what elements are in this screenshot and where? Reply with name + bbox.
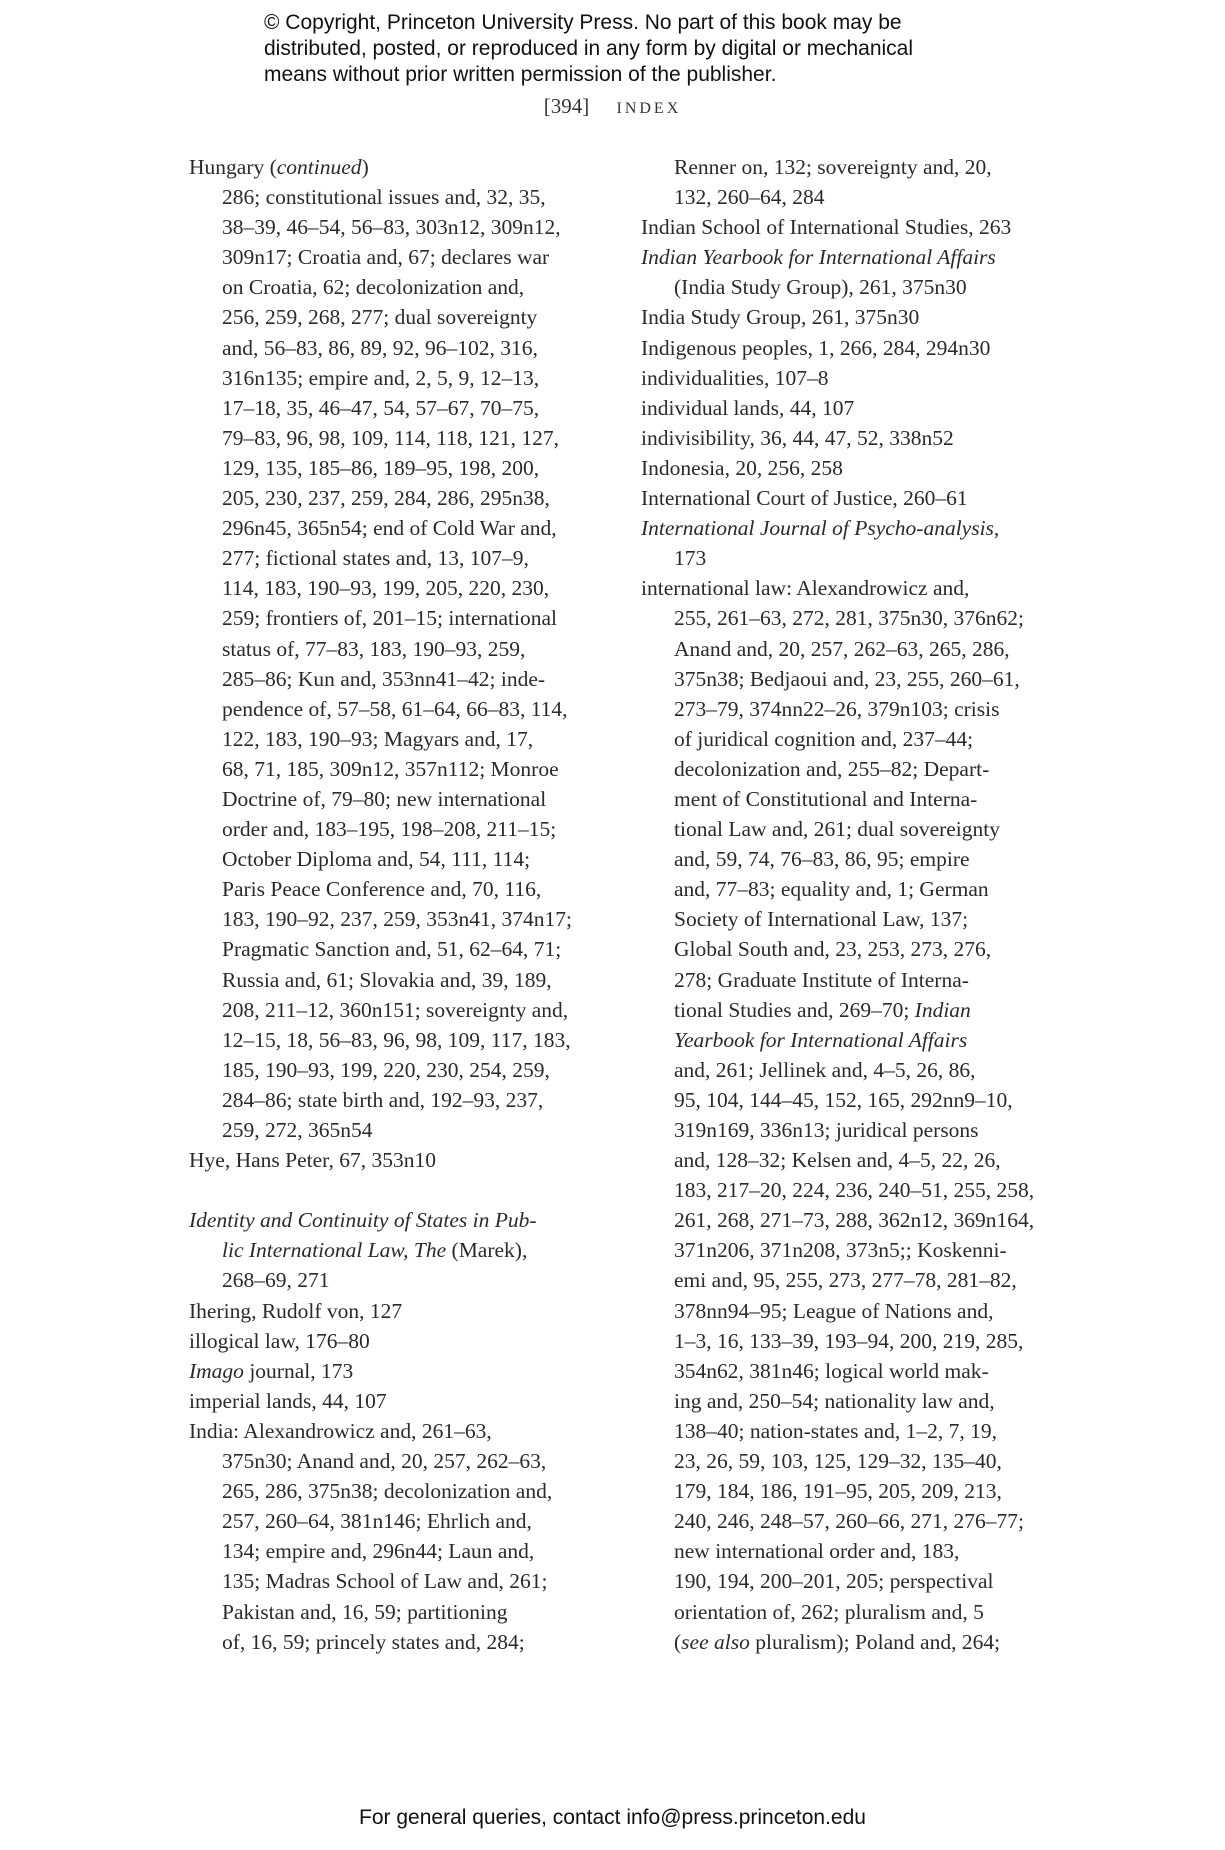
index-entry-continuation: Global South and, 23, 253, 273, 276, (674, 937, 992, 962)
index-entry-continuation: 284–86; state birth and, 192–93, 237, (222, 1087, 544, 1112)
index-entry-continuation: 268–69, 271 (222, 1268, 330, 1293)
index-entry-continuation: ment of Constitutional and Interna- (674, 786, 978, 811)
index-entry-continuation: decolonization and, 255–82; Depart- (674, 756, 990, 781)
index-entry: Hye, Hans Peter, 67, 353n10 (189, 1148, 436, 1173)
copyright-notice (264, 10, 1044, 88)
index-entry-continuation: 183, 217–20, 224, 236, 240–51, 255, 258, (674, 1178, 1035, 1203)
index-entry-continuation: 256, 259, 268, 277; dual sovereignty (222, 305, 538, 330)
index-entry-continuation: tional Law and, 261; dual sovereignty (674, 817, 1001, 842)
index-entry-continuation: 265, 286, 375n38; decolonization and, (222, 1479, 553, 1504)
entry-text: journal, 173 (243, 1358, 354, 1383)
index-entry-continuation: of juridical cognition and, 237–44; (674, 726, 974, 751)
italic-text: Indian Yearbook for International Affairs (641, 245, 996, 270)
index-entry-continuation: 273–79, 374nn22–26, 379n103; crisis (674, 696, 1000, 721)
italic-text: continued (276, 155, 362, 179)
index-entry-continuation: Renner on, 132; sovereignty and, 20, (674, 155, 992, 179)
index-entry (641, 242, 1071, 272)
index-entry-continuation: 79–83, 96, 98, 109, 114, 118, 121, 127, (222, 425, 560, 450)
index-entry-continuation: October Diploma and, 54, 111, 114; (222, 847, 531, 872)
index-entry-continuation: 129, 135, 185–86, 189–95, 198, 200, (222, 455, 540, 480)
index-entry-continuation: of, 16, 59; princely states and, 284; (222, 1629, 525, 1654)
index-entry-continuation: status of, 77–83, 183, 190–93, 259, (222, 636, 526, 661)
index-entry-continuation: 286; constitutional issues and, 32, 35, (222, 185, 546, 210)
entry-spacer (189, 1175, 609, 1205)
index-entry: India Study Group, 261, 375n30 (641, 305, 920, 330)
index-entry-continuation: 378nn94–95; League of Nations and, (674, 1298, 994, 1323)
index-entry-continuation (641, 1627, 1071, 1657)
index-entry-continuation: Doctrine of, 79–80; new international (222, 786, 547, 811)
entry-text: , (993, 516, 1000, 541)
italic-text: Imago (189, 1358, 244, 1383)
index-entry (189, 1356, 609, 1386)
index-entry-continuation: 185, 190–93, 199, 220, 230, 254, 259, (222, 1057, 550, 1082)
index-entry-continuation: 257, 260–64, 381n146; Ehrlich and, (222, 1509, 532, 1534)
running-head (0, 94, 1225, 119)
section-title: INDEX (616, 100, 682, 117)
index-entry-continuation: 240, 246, 248–57, 260–66, 271, 276–77; (674, 1509, 1024, 1534)
index-entry-continuation: 190, 194, 200–201, 205; perspectival (674, 1569, 994, 1594)
index-column-right (641, 152, 1071, 1657)
index-entry-continuation: 1–3, 16, 133–39, 193–94, 200, 219, 285, (674, 1328, 1024, 1353)
index-entry: imperial lands, 44, 107 (189, 1388, 387, 1413)
index-entry-continuation: and, 56–83, 86, 89, 92, 96–102, 316, (222, 335, 538, 360)
entry-text: pluralism); Poland and, 264; (749, 1629, 1001, 1654)
index-entry: individual lands, 44, 107 (641, 395, 855, 420)
italic-text: Identity and Continuity of States in Pub- (189, 1208, 537, 1233)
footer-contact: For general queries, contact info@press.princeton.edu (359, 1806, 866, 1829)
index-entry-continuation: 173 (674, 546, 707, 571)
copyright-line: means without prior written permission of the publisher. (264, 63, 777, 86)
index-entry-continuation: 208, 211–12, 360n151; sovereignty and, (222, 997, 569, 1022)
index-entry: International Court of Justice, 260–61 (641, 486, 968, 511)
index-entry: India: Alexandrowicz and, 261–63, (189, 1418, 492, 1443)
index-entry-continuation: new international order and, 183, (674, 1539, 960, 1564)
index-entry-continuation: 68, 71, 185, 309n12, 357n112; Monroe (222, 756, 559, 781)
entry-text: ) (361, 155, 369, 179)
index-entry-continuation: 23, 26, 59, 103, 125, 129–32, 135–40, (674, 1449, 1002, 1474)
index-entry-continuation: 319n169, 336n13; juridical persons (674, 1118, 979, 1142)
index-entry-continuation: 375n30; Anand and, 20, 257, 262–63, (222, 1449, 547, 1474)
italic-text: Yearbook for International Affairs (674, 1027, 968, 1052)
index-entry-continuation (641, 1025, 1071, 1055)
index-entry-continuation: 138–40; nation-states and, 1–2, 7, 19, (674, 1418, 998, 1443)
index-entry: Indonesia, 20, 256, 258 (641, 455, 843, 480)
index-entry-continuation: (India Study Group), 261, 375n30 (674, 275, 967, 300)
index-entry-continuation: 255, 261–63, 272, 281, 375n30, 376n62; (674, 606, 1024, 631)
index-entry-continuation (189, 1235, 609, 1265)
index-entry-continuation: ing and, 250–54; nationality law and, (674, 1388, 995, 1413)
index-entry: Ihering, Rudolf von, 127 (189, 1298, 403, 1323)
index-entry-continuation: 375n38; Bedjaoui and, 23, 255, 260–61, (674, 666, 1020, 691)
index-entry-continuation: pendence of, 57–58, 61–64, 66–83, 114, (222, 696, 568, 721)
index-entry-continuation: 134; empire and, 296n44; Laun and, (222, 1539, 535, 1564)
index-entry-continuation: 354n62, 381n46; logical world mak- (674, 1358, 989, 1383)
index-entry-continuation: 17–18, 35, 46–47, 54, 57–67, 70–75, (222, 395, 540, 420)
index-column-left (189, 152, 609, 1657)
index-entry-continuation: and, 261; Jellinek and, 4–5, 26, 86, (674, 1057, 976, 1082)
index-entry-continuation: Society of International Law, 137; (674, 907, 969, 932)
italic-text: see also (681, 1629, 750, 1654)
index-entry-continuation: order and, 183–195, 198–208, 211–15; (222, 817, 557, 842)
index-entry-continuation: on Croatia, 62; decolonization and, (222, 275, 525, 300)
index-entry-continuation: emi and, 95, 255, 273, 277–78, 281–82, (674, 1268, 1017, 1293)
index-entry-continuation: 122, 183, 190–93; Magyars and, 17, (222, 726, 534, 751)
index-entry-continuation: orientation of, 262; pluralism and, 5 (674, 1599, 984, 1624)
index-entry-continuation: 259; frontiers of, 201–15; international (222, 606, 557, 631)
index-entry-continuation: 309n17; Croatia and, 67; declares war (222, 245, 550, 270)
index-entry-continuation: 135; Madras School of Law and, 261; (222, 1569, 548, 1594)
index-entry-continuation: 296n45, 365n54; end of Cold War and, (222, 516, 557, 541)
index-entry-continuation: 278; Graduate Institute of Interna- (674, 967, 969, 992)
copyright-line: distributed, posted, or reproduced in any form by digital or mechanical (264, 37, 914, 60)
index-entry-continuation: 316n135; empire and, 2, 5, 9, 12–13, (222, 365, 540, 390)
copyright-line: © Copyright, Princeton University Press. No part of this book may be (264, 11, 902, 34)
index-entry-continuation: Pakistan and, 16, 59; partitioning (222, 1599, 508, 1624)
entry-text: ( (674, 1629, 682, 1654)
index-entry-continuation: and, 77–83; equality and, 1; German (674, 877, 989, 902)
index-entry: individualities, 107–8 (641, 365, 829, 390)
italic-text: lic International Law, The (222, 1238, 447, 1263)
index-entry: Indian School of International Studies, 263 (641, 215, 1012, 240)
index-entry-continuation: Paris Peace Conference and, 70, 116, (222, 877, 542, 902)
index-entry-continuation: 183, 190–92, 237, 259, 353n41, 374n17; (222, 907, 572, 932)
index-entry (641, 513, 1071, 543)
index-entry-continuation: Russia and, 61; Slovakia and, 39, 189, (222, 967, 552, 992)
index-entry-continuation: 285–86; Kun and, 353nn41–42; inde- (222, 666, 546, 691)
index-entry-continuation: 259, 272, 365n54 (222, 1118, 373, 1142)
italic-text: International Journal of Psycho-analysis (641, 516, 994, 541)
entry-text: tional Studies and, 269–70; (674, 997, 915, 1022)
index-entry-continuation: 371n206, 371n208, 373n5;; Koskenni- (674, 1238, 1007, 1263)
index-entry-continuation: and, 59, 74, 76–83, 86, 95; empire (674, 847, 970, 872)
italic-text: Indian (914, 997, 971, 1022)
index-entry-continuation: Pragmatic Sanction and, 51, 62–64, 71; (222, 937, 562, 962)
index-entry-continuation: Anand and, 20, 257, 262–63, 265, 286, (674, 636, 1010, 661)
index-entry-continuation: 132, 260–64, 284 (674, 185, 825, 210)
index-entry-continuation: 179, 184, 186, 191–95, 205, 209, 213, (674, 1479, 1002, 1504)
index-entry-continuation: 12–15, 18, 56–83, 96, 98, 109, 117, 183, (222, 1027, 571, 1052)
index-entry: illogical law, 176–80 (189, 1328, 370, 1353)
index-entry: international law: Alexandrowicz and, (641, 576, 970, 601)
index-entry (189, 1205, 609, 1235)
entry-text: (Marek), (446, 1238, 528, 1263)
index-entry-continuation: 205, 230, 237, 259, 284, 286, 295n38, (222, 486, 550, 511)
entry-text: Hungary ( (189, 155, 277, 179)
index-entry-continuation: 261, 268, 271–73, 288, 362n12, 369n164, (674, 1208, 1035, 1233)
index-entry-continuation (641, 995, 1071, 1025)
index-entry: Indigenous peoples, 1, 266, 284, 294n30 (641, 335, 991, 360)
index-entry: indivisibility, 36, 44, 47, 52, 338n52 (641, 425, 954, 450)
index-entry-continuation: 95, 104, 144–45, 152, 165, 292nn9–10, (674, 1087, 1013, 1112)
index-entry (189, 152, 609, 182)
index-entry-continuation: 38–39, 46–54, 56–83, 303n12, 309n12, (222, 215, 561, 240)
page-number: [394] (543, 94, 590, 118)
index-entry-continuation: 277; fictional states and, 13, 107–9, (222, 546, 529, 571)
index-entry-continuation: 114, 183, 190–93, 199, 205, 220, 230, (222, 576, 550, 601)
index-entry-continuation: and, 128–32; Kelsen and, 4–5, 22, 26, (674, 1148, 1001, 1173)
